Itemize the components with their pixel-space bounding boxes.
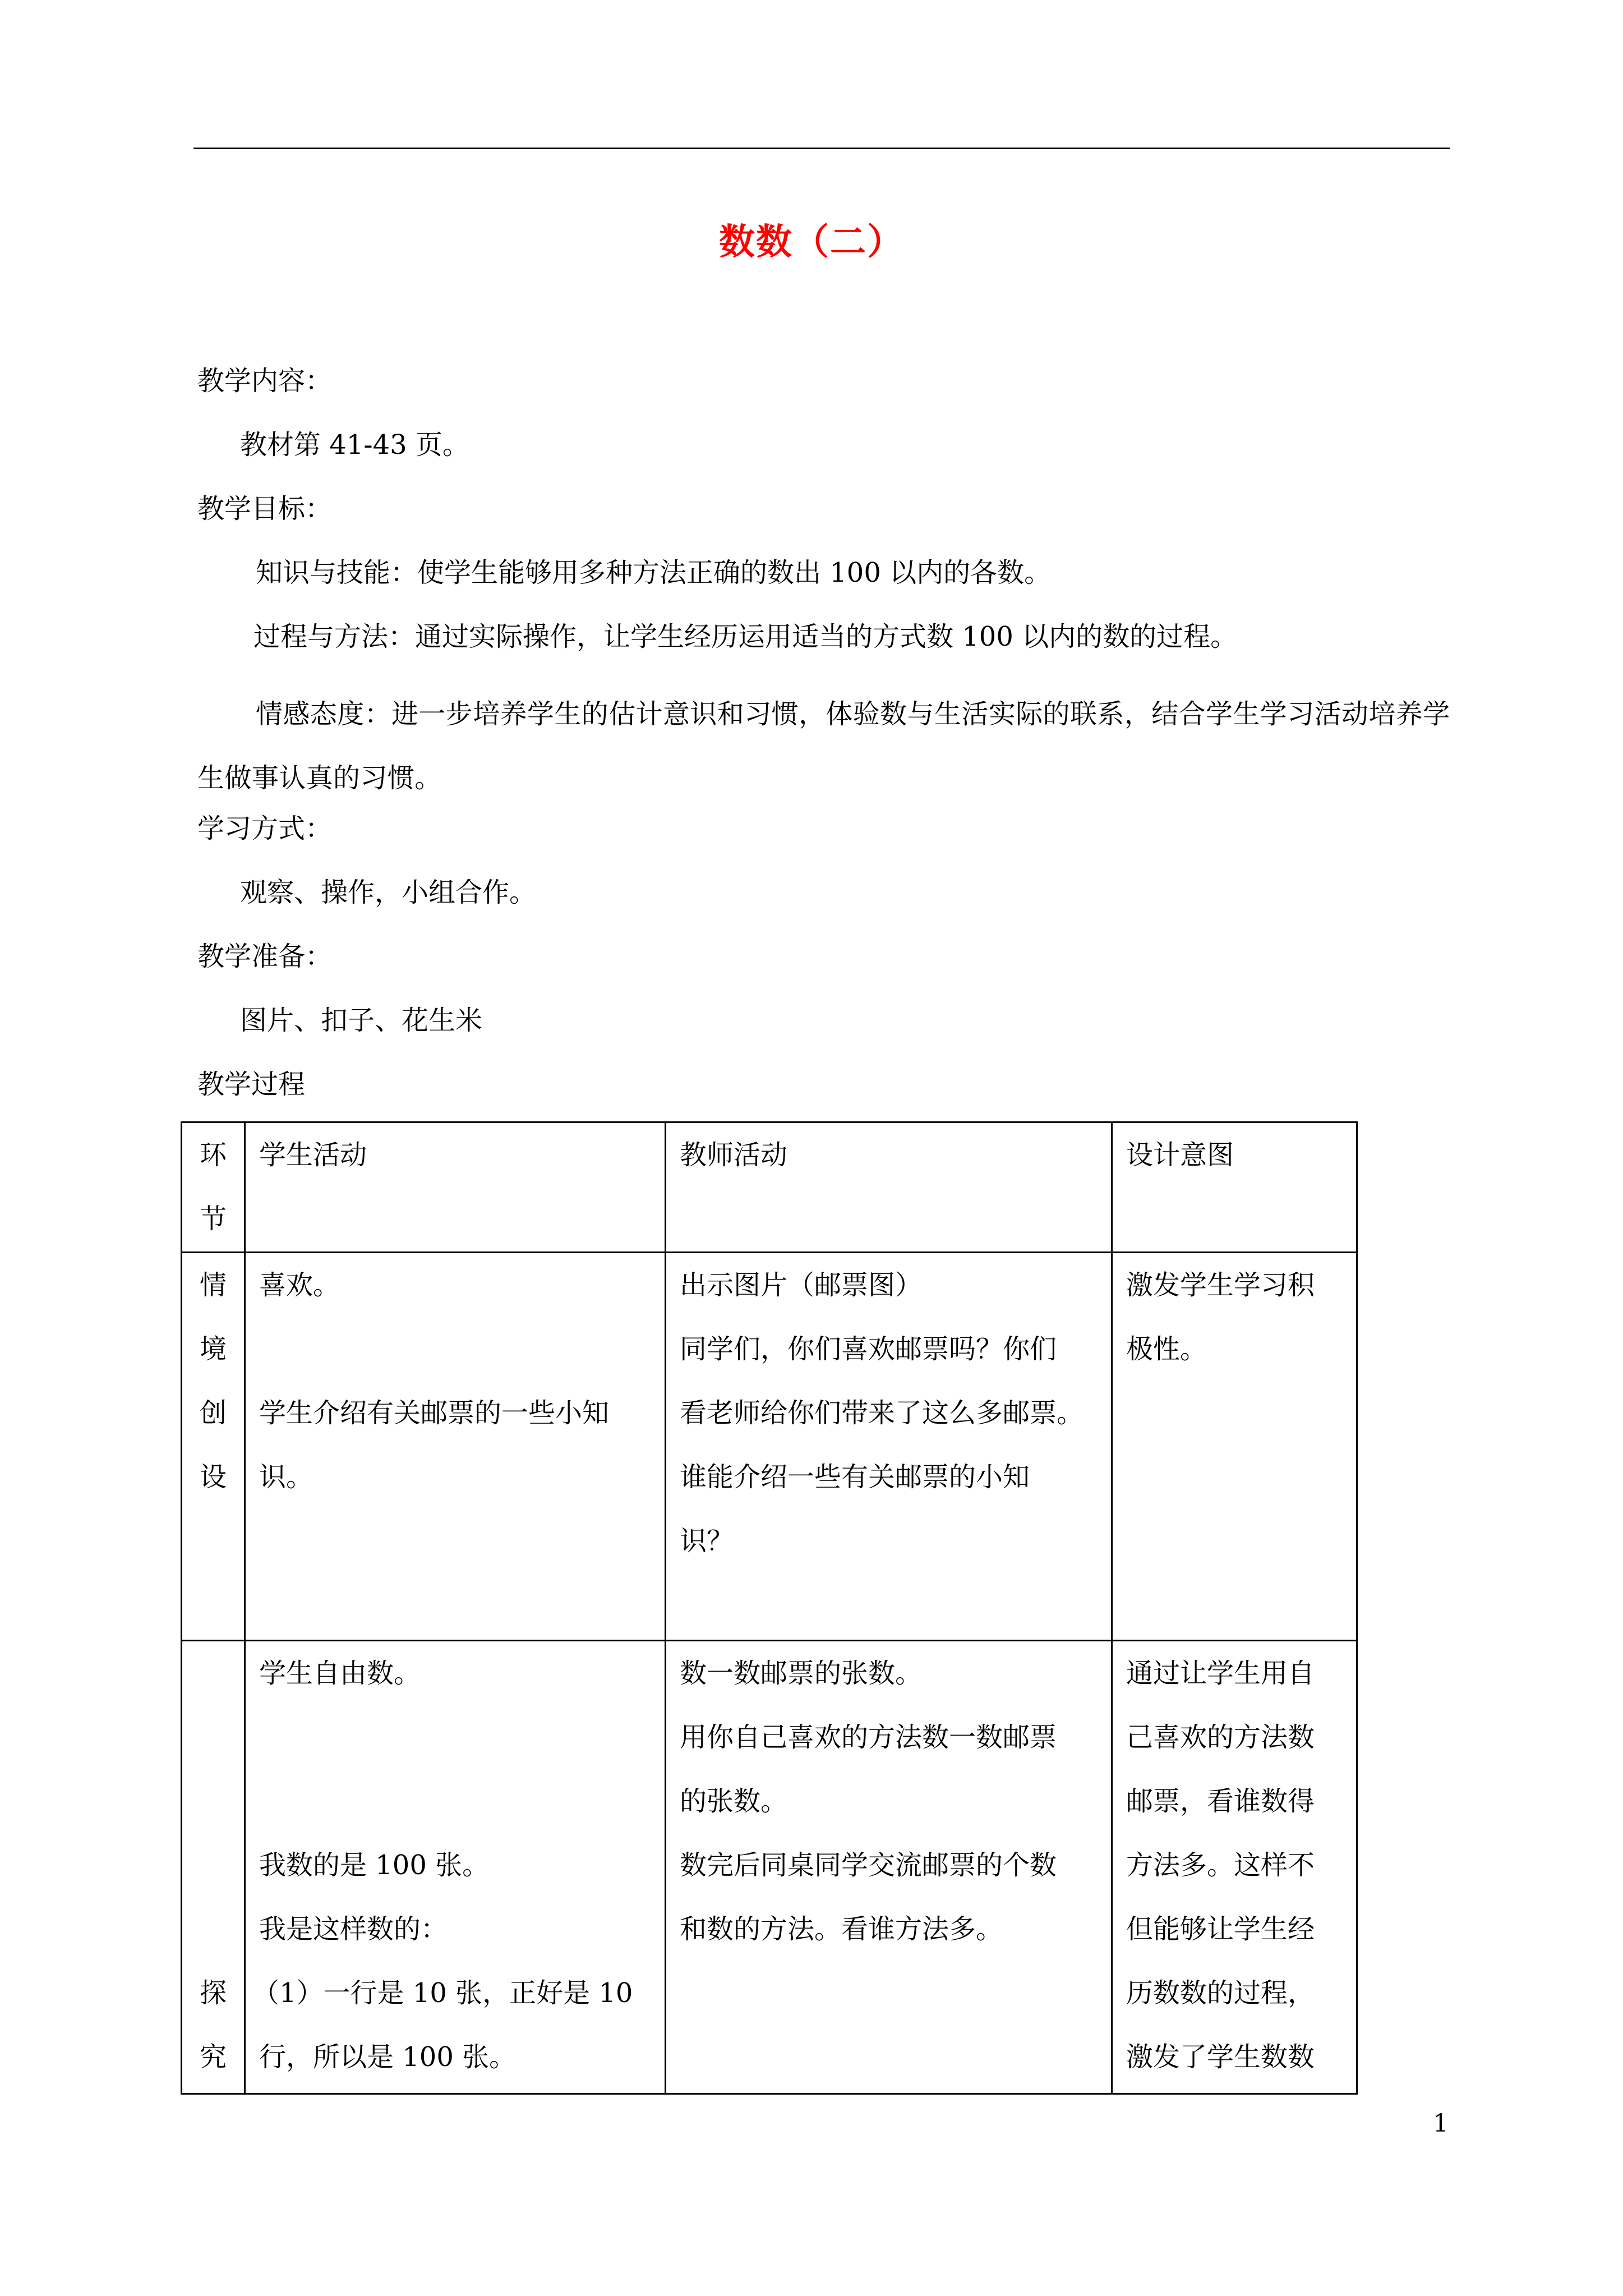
blank-line xyxy=(182,1897,244,1961)
goals-heading: 教学目标： xyxy=(197,493,333,524)
prep-heading: 教学准备： xyxy=(197,941,333,972)
blank-line xyxy=(182,1705,244,1769)
row1-student-cell xyxy=(245,1253,666,1641)
row2-teacher-cell xyxy=(666,1641,1112,2094)
teacher-line: 用你自己喜欢的方法数一数邮票 xyxy=(680,1722,1057,1753)
document-title: 数数（二） xyxy=(719,221,904,263)
goal-process: 过程与方法：通过实际操作，让学生经历运用适当的方式数 100 以内的数的过程。 xyxy=(253,621,1238,652)
design-line: 激发了学生数数 xyxy=(1126,2041,1315,2073)
row2-student-cell xyxy=(245,1641,666,2094)
content-text: 教材第 41-43 页。 xyxy=(240,429,469,461)
row1-stage-cell xyxy=(182,1253,245,1641)
row2-stage-cell xyxy=(182,1641,245,2094)
header-stage-char: 环 xyxy=(199,1139,227,1171)
content-heading: 教学内容： xyxy=(197,365,333,397)
teacher-line: 的张数。 xyxy=(680,1786,788,1817)
stage-char: 设 xyxy=(199,1461,227,1493)
student-line: 识。 xyxy=(259,1461,313,1493)
row1-design-cell xyxy=(1112,1253,1357,1641)
teacher-line: 谁能介绍一些有关邮票的小知 xyxy=(680,1461,1030,1493)
table-row xyxy=(182,1641,1357,2094)
row2-design-cell xyxy=(1112,1641,1357,2094)
header-stage-cell xyxy=(182,1122,245,1253)
stage-char: 究 xyxy=(199,2041,227,2073)
table-row xyxy=(182,1253,1357,1641)
student-line: 行，所以是 100 张。 xyxy=(259,2041,517,2073)
teaching-process-table xyxy=(181,1121,1358,2095)
student-line: （1）一行是 10 张，正好是 10 xyxy=(252,1977,633,2009)
student-line: 我是这样数的： xyxy=(259,1913,448,1945)
design-line: 但能够让学生经 xyxy=(1126,1913,1315,1945)
row1-teacher-cell xyxy=(666,1253,1112,1641)
design-line: 历数数的过程， xyxy=(1126,1977,1315,2009)
process-heading: 教学过程 xyxy=(197,1069,306,1100)
header-student-label: 学生活动 xyxy=(259,1139,367,1171)
student-line: 学生介绍有关邮票的一些小知 xyxy=(259,1397,610,1429)
header-teacher-label: 教师活动 xyxy=(680,1139,788,1171)
goal-emotion: 情感态度：进一步培养学生的估计意识和习惯，体验数与生活实际的联系，结合学生学习活动培养学生做事认真的习惯。 xyxy=(197,698,1450,794)
teacher-line: 数完后同桌同学交流邮票的个数 xyxy=(680,1849,1057,1881)
blank-line xyxy=(259,1317,651,1381)
teacher-line: 看老师给你们带来了这么多邮票。 xyxy=(680,1397,1084,1429)
header-stage-char: 节 xyxy=(199,1203,227,1235)
stage-char: 创 xyxy=(199,1397,227,1429)
design-line: 极性。 xyxy=(1126,1333,1207,1365)
stage-char: 境 xyxy=(199,1333,227,1365)
blank-line xyxy=(259,1769,651,1833)
goal-knowledge: 知识与技能：使学生能够用多种方法正确的数出 100 以内的各数。 xyxy=(256,557,1052,588)
teacher-line: 出示图片（邮票图） xyxy=(680,1269,923,1301)
header-student-cell xyxy=(245,1122,666,1253)
design-line: 激发学生学习积 xyxy=(1126,1269,1315,1301)
header-teacher-cell xyxy=(666,1122,1112,1253)
stage-char: 情 xyxy=(199,1269,227,1301)
student-line: 学生自由数。 xyxy=(259,1658,421,1689)
blank-line xyxy=(182,1769,244,1833)
teacher-line: 和数的方法。看谁方法多。 xyxy=(680,1913,1003,1945)
teacher-line: 识？ xyxy=(680,1525,734,1557)
teacher-line: 数一数邮票的张数。 xyxy=(680,1658,923,1689)
teacher-line: 同学们，你们喜欢邮票吗？你们 xyxy=(680,1333,1057,1365)
student-line: 我数的是 100 张。 xyxy=(259,1849,490,1881)
study-heading: 学习方式： xyxy=(197,813,333,844)
blank-line xyxy=(259,1705,651,1769)
design-line: 邮票，看谁数得 xyxy=(1126,1786,1315,1817)
header-design-label: 设计意图 xyxy=(1126,1139,1234,1171)
header-design-cell xyxy=(1112,1122,1357,1253)
study-text: 观察、操作，小组合作。 xyxy=(240,877,537,908)
page-number: 1 xyxy=(1433,2109,1449,2138)
design-line: 方法多。这样不 xyxy=(1126,1849,1315,1881)
blank-line xyxy=(182,1641,244,1705)
design-line: 己喜欢的方法数 xyxy=(1126,1722,1315,1753)
header-rule xyxy=(193,148,1450,149)
blank-line xyxy=(182,1833,244,1897)
stage-char: 探 xyxy=(199,1977,227,2009)
prep-text: 图片、扣子、花生米 xyxy=(240,1005,483,1036)
design-line: 通过让学生用自 xyxy=(1126,1658,1315,1689)
student-line: 喜欢。 xyxy=(259,1269,340,1301)
table-header-row xyxy=(182,1122,1357,1253)
